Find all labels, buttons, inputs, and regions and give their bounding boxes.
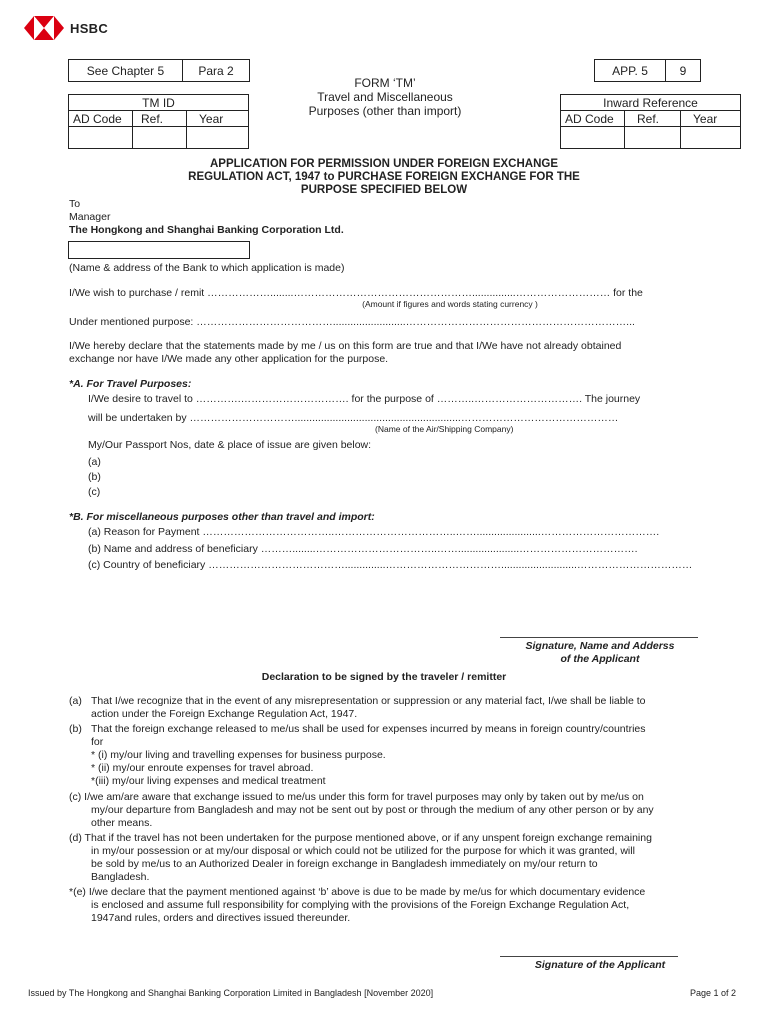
app-no-box — [665, 59, 701, 82]
purchase-line: I/We wish to purchase / remit ………………........……………………………………………...............……………………… for the — [69, 287, 643, 299]
signature-line-1 — [500, 637, 698, 638]
para-label: Para 2 — [198, 63, 234, 78]
application-heading — [120, 158, 648, 197]
chapter-label: See Chapter 5 — [86, 63, 165, 78]
inward-reference-table — [560, 94, 741, 149]
declaration-intro-line-2: exchange nor have I/We made any other application for the purpose. — [69, 353, 389, 365]
form-title — [270, 76, 500, 118]
inward-col-ad-code: AD Code — [561, 111, 625, 126]
footer-issued: Issued by The Hongkong and Shanghai Banking Corporation Limited in Bangladesh [November 2020] — [28, 988, 434, 998]
declaration-item-b-line: * (i) my/our living and travelling expenses for business purpose. — [91, 749, 386, 761]
declaration-item-a — [69, 695, 701, 721]
declaration-item-a-line: That I/we recognize that in the event of any misrepresentation or suppression or any material fact, I/we shall be liable to — [91, 695, 646, 707]
form-title-line-3: Purposes (other than import) — [308, 104, 462, 118]
tm-id-year-field[interactable] — [187, 127, 248, 148]
bank-address-note: (Name & address of the Bank to which application is made) — [69, 262, 345, 274]
hsbc-logo — [24, 16, 108, 40]
declaration-intro — [69, 340, 709, 366]
signature-caption-line-1: Signature, Name and Adderss — [525, 640, 675, 652]
declaration-item-c-line: my/our departure from Bangladesh and may not be sent out by post or through the medium of any other person or by any — [91, 804, 654, 816]
declaration-item-d-line: Bangladesh. — [91, 871, 150, 883]
app-label: APP. 5 — [612, 63, 648, 78]
declaration-item-d-line: (d) That if the travel has not been undertaken for the purpose mentioned above, or if any unspent foreign exchange remaining — [69, 832, 652, 844]
heading-line-1: APPLICATION FOR PERMISSION UNDER FOREIGN EXCHANGE — [209, 158, 558, 170]
declaration-item-e-line: is enclosed and assume full responsibility for complying with the provisions of the Foreign Exchange Regulation Act, — [91, 899, 630, 911]
misc-item-a: (a) Reason for Payment ………………………………..……………………………..……......................……………………………. — [88, 526, 660, 538]
para-box — [182, 59, 250, 82]
declaration-item-d — [69, 832, 701, 884]
heading-line-3: PURPOSE SPECIFIED BELOW — [300, 184, 468, 196]
tm-id-col-ad-code: AD Code — [69, 111, 133, 126]
declaration-list — [69, 695, 701, 788]
app-number: 9 — [679, 63, 687, 78]
tm-id-ref-field[interactable] — [133, 127, 187, 148]
hsbc-hexagon-logo-icon — [24, 16, 64, 40]
declaration-item-a-label: (a) — [69, 695, 82, 707]
address-to: To — [69, 198, 81, 210]
form-title-line-2: Travel and Miscellaneous — [317, 90, 453, 104]
brand-name: HSBC — [70, 20, 109, 36]
declaration-item-b-line: *(iii) my/our living expenses and medical treatment — [91, 775, 326, 787]
inward-col-year: Year — [693, 112, 718, 126]
address-block — [69, 198, 469, 237]
inward-ad-code-field[interactable] — [561, 127, 625, 148]
purpose-line: Under mentioned purpose: ………………………………….........................………………………………………………………... — [69, 316, 635, 328]
declaration-item-c — [69, 791, 701, 830]
address-manager: Manager — [69, 211, 111, 223]
declaration-item-d-line: be sold by me/us to an Authorized Dealer in foreign exchange in Bangladesh immediately on my/our return to — [91, 858, 598, 870]
passport-item-c: (c) — [88, 486, 101, 498]
travel-line-1: I/We desire to travel to ………….…………………………. for the purpose of ………..…………………………. The journey — [88, 393, 641, 405]
bank-address-field[interactable] — [68, 241, 250, 259]
applicant-signature-caption-2: Signature of the Applicant — [534, 959, 666, 971]
tm-id-title: TM ID — [69, 95, 248, 111]
travel-heading: *A. For Travel Purposes: — [69, 378, 192, 390]
inward-reference-title: Inward Reference — [561, 95, 740, 111]
inward-year-field[interactable] — [681, 127, 740, 148]
declaration-item-e-line: *(e) I/we declare that the payment mentioned against ‘b’ above is due to be made by me/us for which documentary evidence — [69, 886, 646, 898]
tm-id-col-year: Year — [199, 112, 224, 126]
tm-id-table — [68, 94, 249, 149]
tm-id-ad-code-field[interactable] — [69, 127, 133, 148]
declaration-item-d-line: in my/our possession or at my/our disposal or which could not be utilized for the purpose for which it was granted, will — [91, 845, 635, 857]
form-title-line-1: FORM ‘TM’ — [354, 76, 416, 90]
declaration-item-b — [69, 723, 701, 788]
declaration-item-c-line: (c) I/we am/are aware that exchange issued to me/us under this form for travel purposes may only by taken out by me/us on — [69, 791, 644, 803]
applicant-signature-caption — [500, 640, 700, 666]
chapter-box — [68, 59, 183, 82]
heading-line-2: REGULATION ACT, 1947 to PURCHASE FOREIGN EXCHANGE FOR THE — [188, 171, 580, 183]
declaration-item-b-label: (b) — [69, 723, 82, 735]
declaration-heading: Declaration to be signed by the traveler / remitter — [261, 671, 507, 683]
declaration-item-e-line: 1947and rules, orders and directives issued thereunder. — [91, 912, 351, 924]
bank-name: The Hongkong and Shanghai Banking Corporation Ltd. — [69, 224, 344, 236]
passport-item-b: (b) — [88, 471, 101, 483]
amount-hint: (Amount if figures and words stating currency ) — [362, 299, 538, 309]
declaration-item-b-line: That the foreign exchange released to me/us shall be used for expenses incurred by means in foreign country/countries — [91, 723, 646, 735]
declaration-item-b-line: * (ii) my/our enroute expenses for travel abroad. — [91, 762, 314, 774]
carrier-hint: (Name of the Air/Shipping Company) — [375, 424, 514, 434]
signature-caption-line-2: of the Applicant — [560, 653, 640, 665]
passport-item-a: (a) — [88, 456, 101, 468]
signature-line-2 — [500, 956, 678, 957]
passport-line: My/Our Passport Nos, date & place of issue are given below: — [88, 439, 372, 451]
tm-id-col-ref: Ref. — [133, 111, 187, 126]
declaration-item-c-line: other means. — [91, 817, 153, 829]
footer-page-number: Page 1 of 2 — [690, 988, 737, 998]
travel-line-2: will be undertaken by ………………………….........................................................……………………………………… — [88, 412, 619, 424]
misc-heading: *B. For miscellaneous purposes other than travel and import: — [69, 511, 375, 523]
declaration-item-b-line: for — [91, 736, 104, 748]
inward-col-ref: Ref. — [625, 111, 681, 126]
inward-ref-field[interactable] — [625, 127, 681, 148]
misc-item-b: (b) Name and address of beneficiary ………........……………………………..…….....................……………………………. — [88, 543, 638, 555]
app-box — [594, 59, 666, 82]
declaration-item-a-line: action under the Foreign Exchange Regulation Act, 1947. — [91, 708, 358, 720]
declaration-item-e — [69, 886, 701, 925]
misc-item-c: (c) Country of beneficiary …………………………………..............……………………………..........................…………………………… — [88, 559, 693, 571]
declaration-intro-line-1: I/We hereby declare that the statements made by me / us on this form are true and that I/We have not already obtained — [69, 340, 622, 352]
